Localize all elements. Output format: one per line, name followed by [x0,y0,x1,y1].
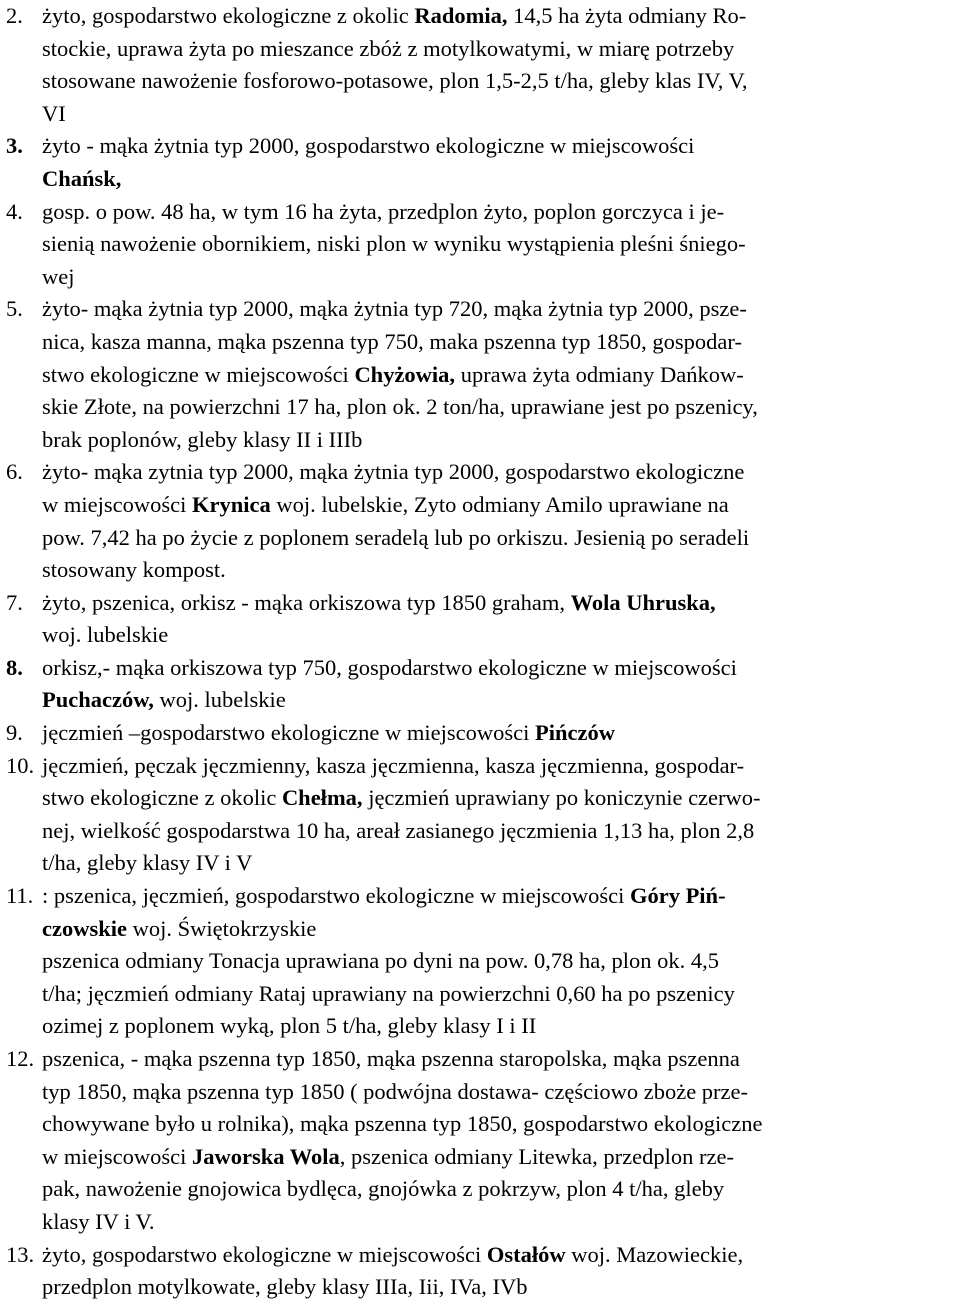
text-line [42,130,956,163]
text-line [42,65,956,98]
text-line [42,652,956,685]
text-run: t/ha, gleby klasy IV i V [42,850,253,876]
list-item [6,130,956,195]
list-item-number: 13. [6,1241,35,1267]
list-item [6,587,956,652]
text-line [42,1108,956,1141]
text-run: , pszenica odmiany Litewka, przedplon rze- [339,1143,734,1169]
place-name: Puchaczów, [42,687,154,713]
text-line [42,456,956,489]
text-line [42,587,956,620]
text-line [42,619,956,652]
text-line [42,424,956,457]
text-line [42,913,956,946]
text-line [42,1043,956,1076]
place-name: czowskie [42,915,127,941]
text-run: VI [42,100,66,126]
list-item [6,0,956,130]
text-line [42,391,956,424]
text-run: pow. 7,42 ha po życie z poplonem seradelą lub po orkiszu. Jesienią po seradeli [42,524,750,550]
text-run: jęczmień uprawiany po koniczynie czerwo- [362,785,761,811]
text-line [42,1076,956,1109]
list-item-number: 9. [6,720,23,746]
list-item [6,717,956,750]
text-run: woj. lubelskie [153,687,286,713]
text-run: : pszenica, jęczmień, gospodarstwo ekologiczne w miejscowości [42,883,630,909]
text-line [42,684,956,717]
text-run: jęczmień, pęczak jęczmienny, kasza jęczmienna, kasza jęczmienna, gospodar- [42,752,745,778]
text-run: t/ha; jęczmień odmiany Rataj uprawiany na powierzchni 0,60 ha po pszenicy [42,980,735,1006]
list-item-number: 5. [6,296,23,322]
text-run: woj. Świętokrzyskie [126,915,317,941]
place-name: Chyżowia, [354,361,456,387]
text-line [42,847,956,880]
text-run: żyto - mąka żytnia typ 2000, gospodarstwo ekologiczne w miejscowości [42,133,695,159]
list-item [6,196,956,294]
text-run: woj. Mazowieckie, [565,1241,744,1267]
list-item-number: 12. [6,1046,35,1071]
text-line [42,196,956,229]
text-run: brak poplonów, gleby klasy II i IIIb [42,426,363,452]
text-line [42,717,956,750]
text-run: wej [42,263,75,289]
list-item-number: 4. [6,198,23,224]
text-run: stockie, uprawa żyta po mieszance zbóż z motylkowatymi, w miarę potrzeby [42,35,735,61]
text-line [42,1173,956,1206]
text-run: orkisz,- mąka orkiszowa typ 750, gospodarstwo ekologiczne w miejscowości [42,654,737,680]
place-name: Radomia, [414,3,508,28]
text-run: w miejscowości [42,1143,192,1169]
text-run: uprawa żyta odmiany Dańkow- [455,361,744,387]
text-run: woj. lubelskie [42,622,169,648]
place-name: Wola Uhruska, [570,589,716,615]
text-run: woj. lubelskie, Zyto odmiany Amilo uprawiane na [270,491,729,517]
text-run: żyto, pszenica, orkisz - mąka orkiszowa typ 1850 graham, [42,589,571,615]
text-run: w miejscowości [42,491,192,517]
text-line [42,1010,956,1043]
text-line [42,522,956,555]
list-item-number: 10. [6,752,35,778]
text-run: przedplon motylkowate, gleby klasy IIIa, Iii, IVa, IVb [42,1274,528,1300]
text-run: stwo ekologiczne z okolic [42,785,282,811]
text-run: skie Złote, na powierzchni 17 ha, plon ok. 2 ton/ha, uprawiane jest po pszenicy, [42,394,758,420]
list-item-number: 7. [6,589,23,615]
text-line [42,880,956,913]
text-line [42,326,956,359]
text-line [42,98,956,131]
text-run: stwo ekologiczne w miejscowości [42,361,355,387]
text-run: żyto- mąka żytnia typ 2000, mąka żytnia typ 720, mąka żytnia typ 2000, psze- [42,296,747,322]
list-item-number: 11. [6,883,34,909]
text-run: żyto, gospodarstwo ekologiczne w miejscowości [42,1241,487,1267]
list-item-number: 8. [6,654,23,680]
text-run: jęczmień –gospodarstwo ekologiczne w miejscowości [42,720,535,746]
text-line [42,33,956,66]
text-run: typ 1850, mąka pszenna typ 1850 ( podwójna dostawa- częściowo zboże prze- [42,1078,749,1104]
place-name: Pińczów [535,720,615,746]
text-run: sienią nawożenie obornikiem, niski plon w wyniku wystąpienia pleśni śniego- [42,231,746,257]
text-line [42,782,956,815]
text-run: żyto- mąka zytnia typ 2000, mąka żytnia typ 2000, gospodarstwo ekologiczne [42,459,745,485]
text-run: pak, nawożenie gnojowica bydlęca, gnojówka z pokrzyw, plon 4 t/ha, gleby [42,1176,725,1202]
text-run: gosp. o pow. 48 ha, w tym 16 ha żyta, przedplon żyto, poplon gorczyca i je- [42,198,725,224]
place-name: Ostałów [486,1241,566,1267]
place-name: Chańsk, [42,165,122,191]
list-item [6,1043,956,1239]
text-line [42,261,956,294]
text-run: nej, wielkość gospodarstwa 10 ha, areał zasianego jęczmienia 1,13 ha, plon 2,8 [42,817,755,843]
text-line [42,228,956,261]
text-run: stosowane nawożenie fosforowo-potasowe, plon 1,5-2,5 t/ha, gleby klas IV, V, [42,68,748,94]
text-line [42,489,956,522]
text-line [42,1239,956,1272]
text-line [42,293,956,326]
text-run: chowywane było u rolnika), mąka pszenna typ 1850, gospodarstwo ekologiczne [42,1111,763,1137]
document-page [6,0,956,1304]
text-line [42,1141,956,1174]
text-run: nica, kasza manna, mąka pszenna typ 750, maka pszenna typ 1850, gospodar- [42,328,742,354]
text-line [42,0,956,33]
place-name: Krynica [191,491,271,517]
text-line [42,554,956,587]
text-run: pszenica, - mąka pszenna typ 1850, mąka pszenna staropolska, mąka pszenna [42,1046,740,1071]
list-item [6,652,956,717]
place-name: Chełma, [281,785,363,811]
text-run: klasy IV i V. [42,1208,155,1234]
place-name: Góry Piń- [629,883,726,909]
text-line [42,750,956,783]
list-item [6,880,956,1043]
text-line [42,978,956,1011]
list-item-number: 6. [6,459,23,485]
text-line [42,359,956,392]
place-name: Jaworska Wola [191,1143,340,1169]
text-line [42,815,956,848]
text-run: żyto, gospodarstwo ekologiczne z okolic [42,3,415,28]
text-run: stosowany kompost. [42,557,226,583]
list-item-number: 2. [6,3,23,28]
list-item [6,456,956,586]
list-item [6,293,956,456]
text-line [42,1271,956,1304]
list-item-number: 3. [6,133,23,159]
text-line [42,163,956,196]
text-line [42,945,956,978]
list-item [6,750,956,880]
text-line [42,1206,956,1239]
list-item [6,1239,956,1304]
text-run: ozimej z poplonem wyką, plon 5 t/ha, gleby klasy I i II [42,1013,537,1039]
text-run: pszenica odmiany Tonacja uprawiana po dyni na pow. 0,78 ha, plon ok. 4,5 [42,948,720,974]
text-run: 14,5 ha żyta odmiany Ro- [507,3,747,28]
